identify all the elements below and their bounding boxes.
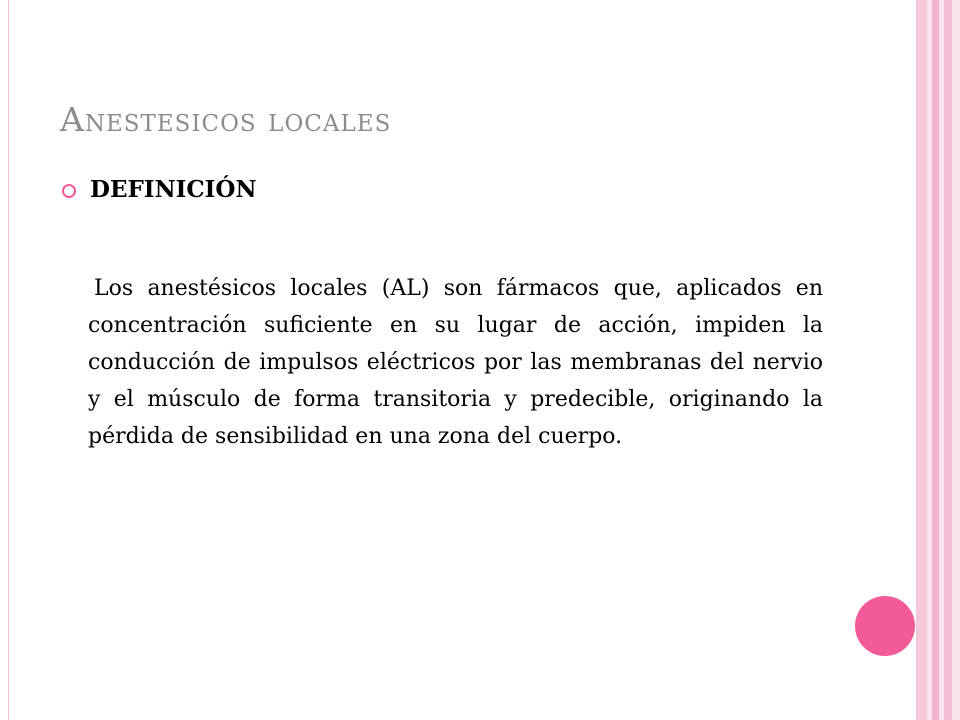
definition-paragraph: Los anestésicos locales (AL) son fármacos que, aplicados en concentración suficiente en su lugar de acción, impiden la conducción de impulsos eléctricos por las membranas del nervio y el músculo de forma transitoria y predecible, originando la pérdida de sensibilidad en una zona del cuerpo. <box>88 276 823 449</box>
decorative-circle <box>855 596 915 656</box>
decorative-stripe <box>932 0 939 720</box>
decorative-stripe <box>952 0 960 720</box>
decorative-stripe <box>917 0 927 720</box>
slide-title: Anestesicos locales <box>60 100 392 139</box>
decorative-stripe <box>944 0 952 720</box>
bullet-item <box>62 176 256 203</box>
hollow-circle-bullet-icon <box>62 184 76 198</box>
bullet-heading: DEFINICIÓN <box>90 176 257 203</box>
